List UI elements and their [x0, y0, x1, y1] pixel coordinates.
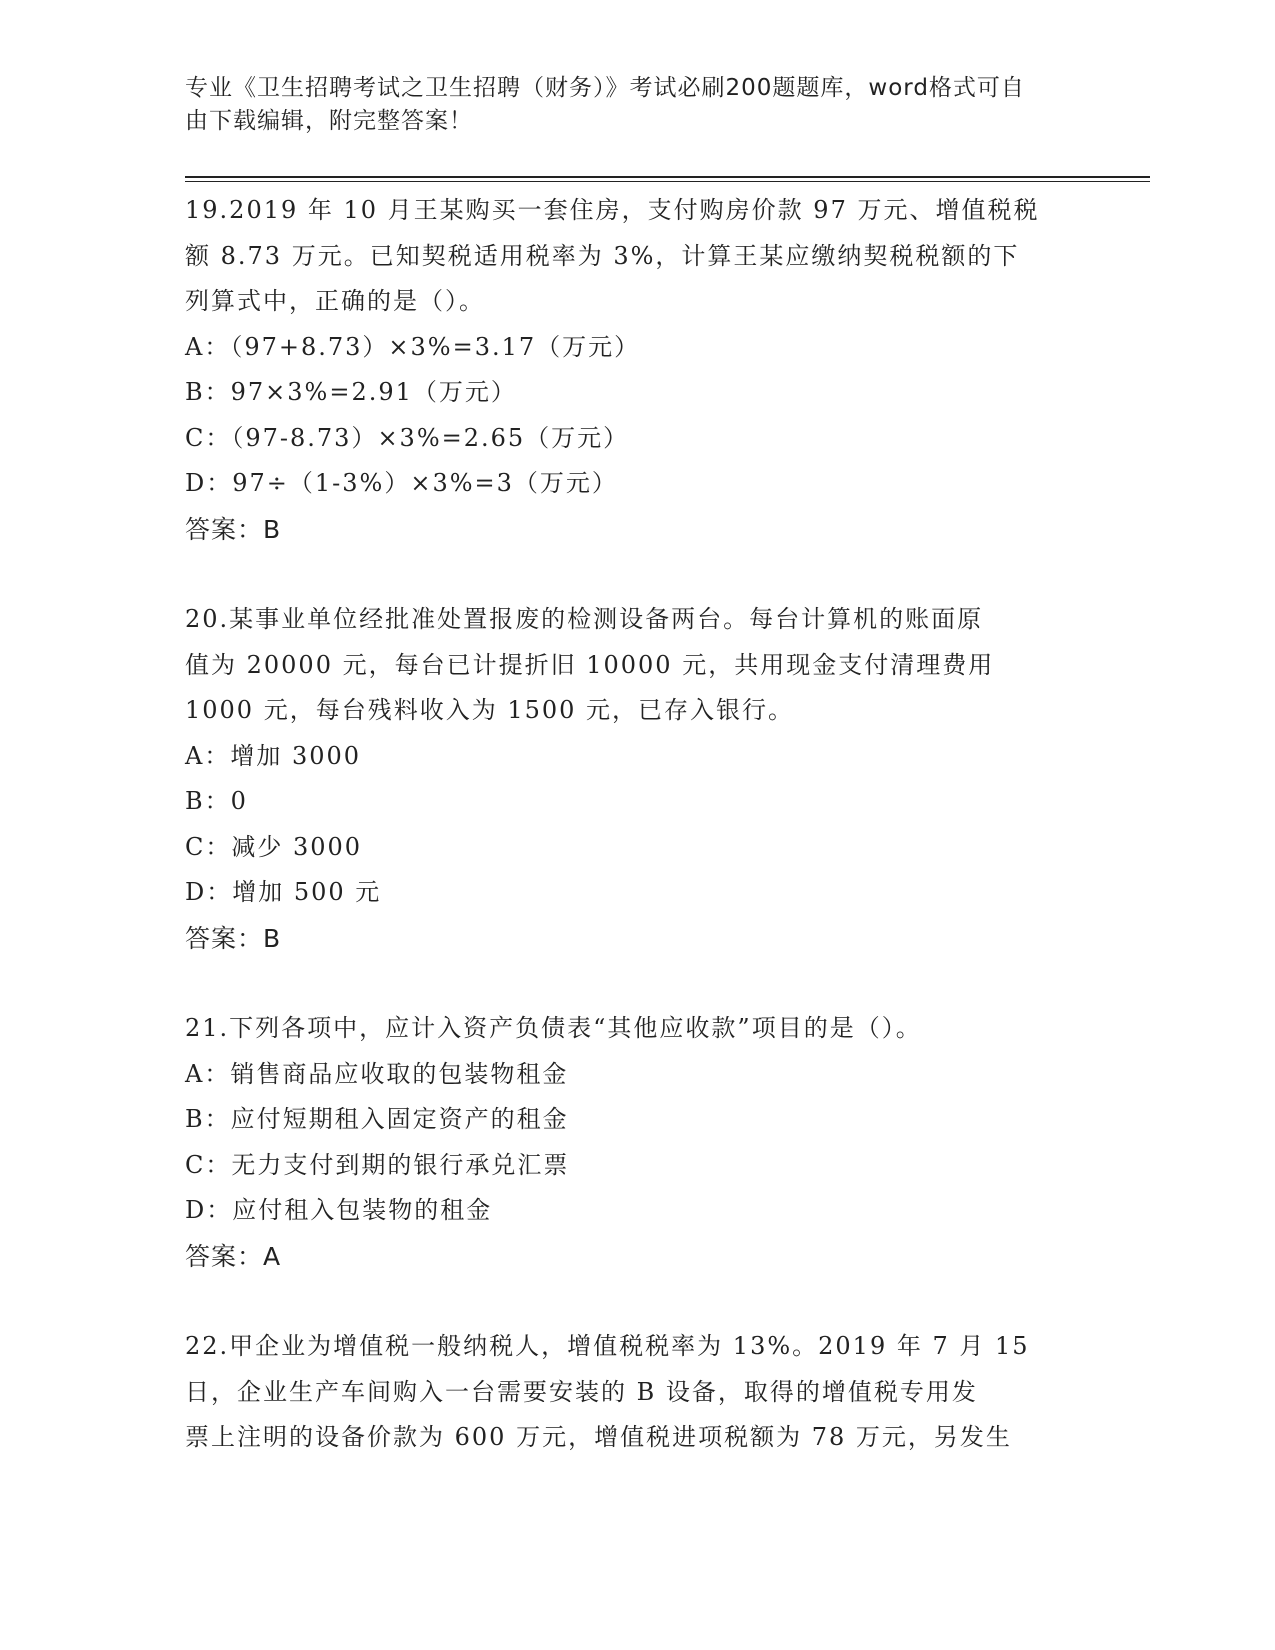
option-d: D：增加 500 元 — [185, 878, 382, 906]
option-a: A：销售商品应收取的包装物租金 — [185, 1059, 569, 1088]
option-d: D：应付租入包装物的租金 — [185, 1196, 493, 1224]
question-text-line: 21.下列各项中，应计入资产负债表“其他应收款”项目的是（）。 — [185, 1014, 922, 1042]
question-20 — [185, 597, 1085, 961]
question-text-line: 1000 元，每台残料收入为 1500 元，已存入银行。 — [185, 696, 795, 724]
question-text-line: 日，企业生产车间购入一台需要安装的 B 设备，取得的增值税专用发 — [185, 1377, 978, 1406]
option-b: B：97×3%=2.91（万元） — [185, 378, 517, 406]
question-text-line: 22.甲企业为增值税一般纳税人，增值税税率为 13%。2019 年 7 月 15 — [185, 1332, 1030, 1360]
question-text-line: 20.某事业单位经批准处置报废的检测设备两台。每台计算机的账面原 — [185, 605, 984, 633]
answer-label: 答案：B — [185, 923, 282, 953]
option-c: C：无力支付到期的银行承兑汇票 — [185, 1150, 570, 1179]
question-text-line: 值为 20000 元，每台已计提折旧 10000 元，共用现金支付清理费用 — [185, 650, 995, 679]
option-d: D：97÷（1-3%）×3%=3（万元） — [185, 469, 618, 497]
option-a: A：（97+8.73）×3%=3.17（万元） — [185, 332, 641, 361]
option-b: B：应付短期租入固定资产的租金 — [185, 1105, 569, 1133]
option-a: A：增加 3000 — [185, 741, 362, 770]
question-19 — [185, 188, 1085, 552]
question-text-line: 额 8.73 万元。已知契税适用税率为 3%，计算王某应缴纳契税税额的下 — [185, 241, 1020, 270]
header-line-2: 由下载编辑，附完整答案！ — [185, 108, 473, 134]
option-b: B：0 — [185, 787, 248, 815]
question-text-line: 票上注明的设备价款为 600 万元，增值税进项税额为 78 万元，另发生 — [185, 1423, 1012, 1451]
question-list — [185, 188, 1085, 1506]
header-line-1: 专业《卫生招聘考试之卫生招聘（财务）》考试必刷200题题库，word格式可自 — [185, 75, 1025, 101]
option-c: C：减少 3000 — [185, 832, 363, 861]
document-header — [185, 72, 1065, 138]
question-22 — [185, 1324, 1085, 1461]
header-divider-thin — [185, 181, 1150, 182]
header-divider-thick — [185, 176, 1150, 178]
answer-label: 答案：B — [185, 514, 282, 544]
question-21 — [185, 1006, 1085, 1279]
question-text-line: 列算式中，正确的是（）。 — [185, 287, 485, 315]
option-c: C：（97-8.73）×3%=2.65（万元） — [185, 423, 630, 452]
question-text-line: 19.2019 年 10 月王某购买一套住房，支付购房价款 97 万元、增值税税 — [185, 196, 1040, 224]
answer-label: 答案：A — [185, 1241, 282, 1271]
